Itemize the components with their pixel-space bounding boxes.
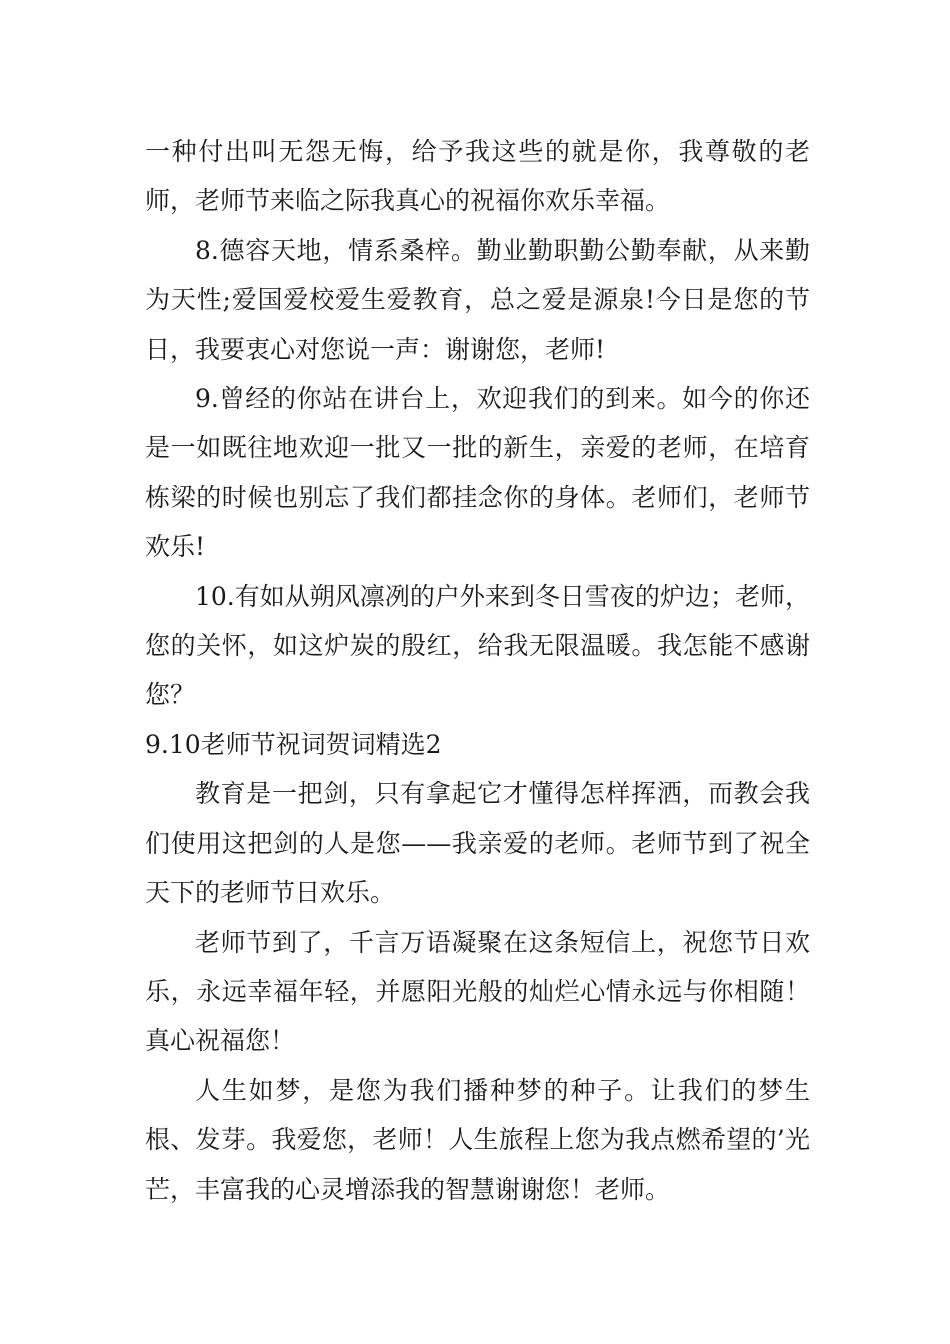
paragraph-item-10: 10.有如从朔风凛冽的户外来到冬日雪夜的炉边；老师，您的关怀，如这炉炭的殷红，给我无限温暖。我怎能不感谢您？ (145, 581, 810, 710)
section-heading: 9.10老师节祝词贺词精选2 (145, 729, 442, 759)
paragraph-item-8: 8.德容天地，情系桑梓。勤业勤职勤公勤奉献，从来勤为天性;爱国爱校爱生爱教育，总之爱是源泉!今日是您的节日，我要衷心对您说一声：谢谢您，老师! (145, 235, 810, 364)
section-paragraph-3: 人生如梦，是您为我们播种梦的种子。让我们的梦生根、发芽。我爱您，老师！人生旅程上您为我点燃希望的’光芒，丰富我的心灵增添我的智慧谢谢您！老师。 (145, 1075, 810, 1204)
section-paragraph-1: 教育是一把剑，只有拿起它才懂得怎样挥洒，而教会我们使用这把剑的人是您——我亲爱的老师。老师节到了祝全天下的老师节日欢乐。 (145, 779, 810, 908)
section-paragraph-2: 老师节到了，千言万语凝聚在这条短信上，祝您节日欢乐，永远幸福年轻，并愿阳光般的灿烂心情永远与你相随！真心祝福您！ (145, 927, 810, 1056)
paragraph-continued: 一种付出叫无怨无悔，给予我这些的就是你，我尊敬的老师，老师节来临之际我真心的祝福你欢乐幸福。 (145, 137, 810, 216)
document-body (145, 127, 810, 1214)
paragraph-item-9: 9.曾经的你站在讲台上，欢迎我们的到来。如今的你还是一如既往地欢迎一批又一批的新生，亲爱的老师，在培育栋梁的时候也别忘了我们都挂念你的身体。老师们，老师节欢乐! (145, 384, 810, 562)
